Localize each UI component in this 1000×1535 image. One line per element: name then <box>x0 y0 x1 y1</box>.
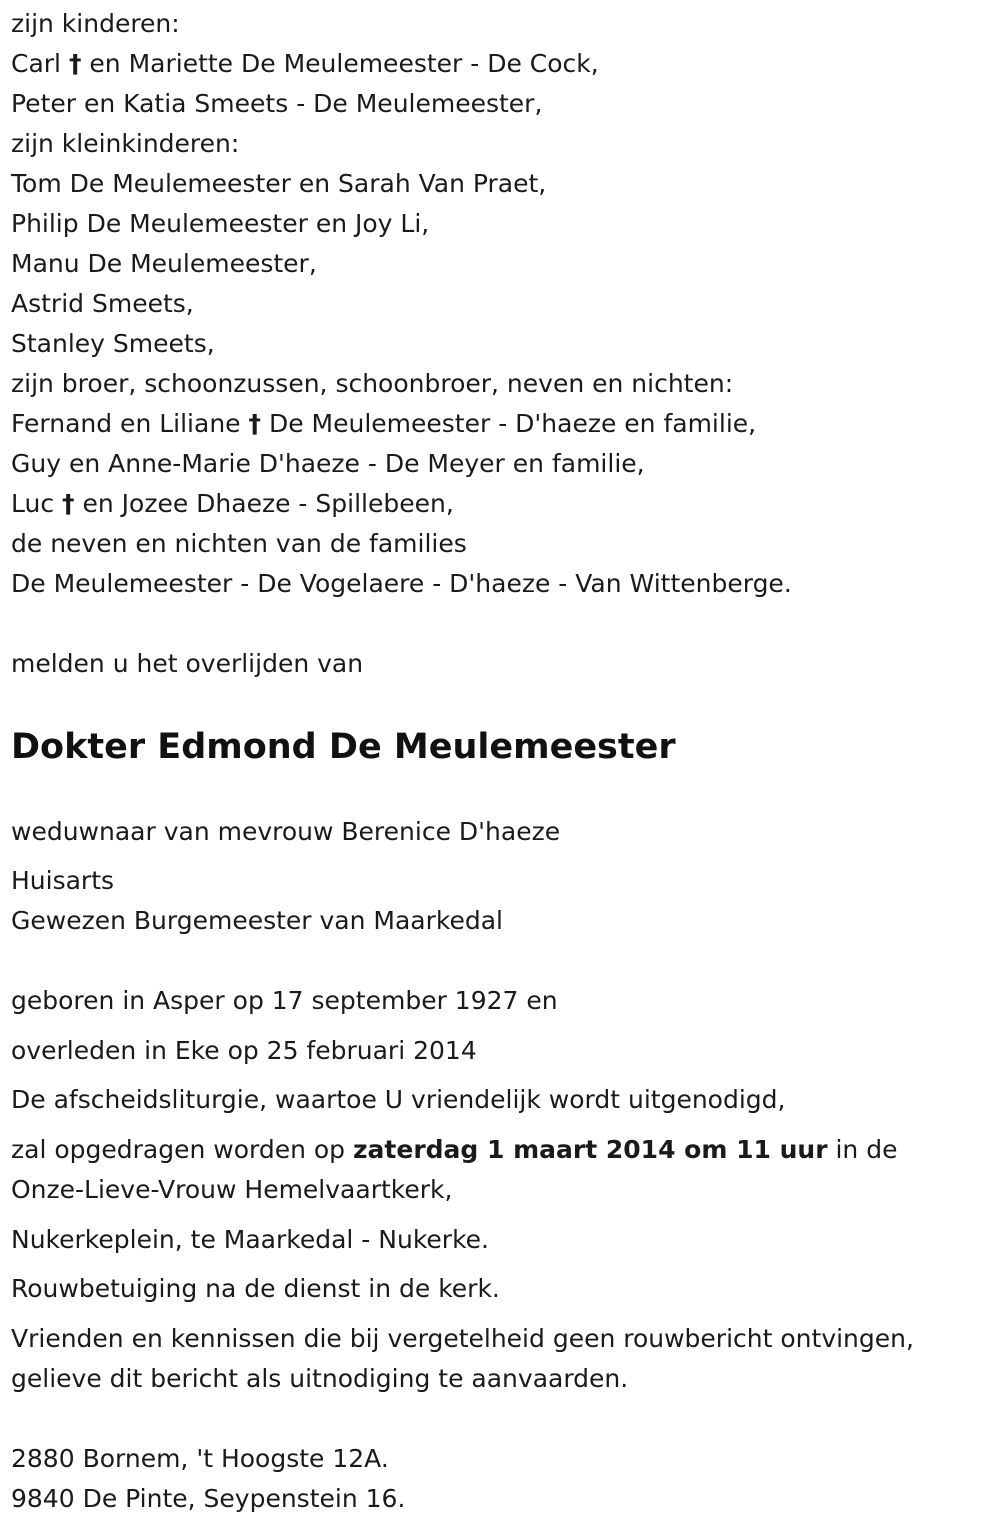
grandchild-line: Philip De Meulemeester en Joy Li, <box>11 209 430 238</box>
sibling-3-name: Luc <box>11 489 55 518</box>
child-1-name: Carl <box>11 49 61 78</box>
ceremony-pre: zal opgedragen worden op <box>11 1135 346 1164</box>
cross-icon: † <box>248 409 261 438</box>
address-line: 2880 Bornem, 't Hoogste 12A. <box>11 1444 389 1473</box>
place-block <box>11 1220 991 1260</box>
died-block <box>11 1031 991 1071</box>
deceased-name: Dokter Edmond De Meulemeester <box>11 727 676 767</box>
grandchild-line: Astrid Smeets, <box>11 289 194 318</box>
role-2: Gewezen Burgemeester van Maarkedal <box>11 906 504 935</box>
grandchildren-label: zijn kleinkinderen: <box>11 129 240 158</box>
died-text: overleden in Eke op 25 februari 2014 <box>11 1036 477 1065</box>
role-1: Huisarts <box>11 866 115 895</box>
ceremony-datetime: zaterdag 1 maart 2014 om 11 uur <box>353 1135 828 1164</box>
note-block <box>11 1319 991 1399</box>
condolence-block <box>11 1269 991 1309</box>
sibling-3-rest: en Jozee Dhaeze - Spillebeen, <box>82 489 454 518</box>
invite-text: De afscheidsliturgie, waartoe U vriendelijk wordt uitgenodigd, <box>11 1085 786 1114</box>
sibling-line-3 <box>11 484 991 524</box>
cross-icon: † <box>62 489 75 518</box>
sibling-line-1 <box>11 404 991 444</box>
child-line-1 <box>11 44 991 84</box>
grandchild-line: Manu De Meulemeester, <box>11 249 317 278</box>
roles-block <box>11 861 991 941</box>
condolence-text: Rouwbetuiging na de dienst in de kerk. <box>11 1274 500 1303</box>
addresses-block <box>11 1439 991 1519</box>
ceremony-line <box>11 1130 991 1170</box>
cross-icon: † <box>68 49 82 78</box>
announce-block <box>11 644 991 684</box>
siblings-label: zijn broer, schoonzussen, schoonbroer, neven en nichten: <box>11 369 734 398</box>
widower-text: weduwnaar van mevrouw Berenice D'haeze <box>11 817 561 846</box>
invite-block <box>11 1080 991 1120</box>
announce-text: melden u het overlijden van <box>11 649 364 678</box>
child-1-rest: en Mariette De Meulemeester - De Cock, <box>89 49 599 78</box>
note-line-1: Vrienden en kennissen die bij vergetelheid geen rouwbericht ontvingen, <box>11 1324 914 1353</box>
born-text: geboren in Asper op 17 september 1927 en <box>11 986 558 1015</box>
cousins-line-2: De Meulemeester - De Vogelaere - D'haeze - Van Wittenberge. <box>11 569 792 598</box>
child-line-2: Peter en Katia Smeets - De Meulemeester, <box>11 89 543 118</box>
grandchild-line: Tom De Meulemeester en Sarah Van Praet, <box>11 169 547 198</box>
born-block <box>11 981 991 1021</box>
widower-block <box>11 812 991 852</box>
family-section <box>11 4 991 604</box>
place-text: Nukerkeplein, te Maarkedal - Nukerke. <box>11 1225 489 1254</box>
cousins-line-1: de neven en nichten van de families <box>11 529 467 558</box>
ceremony-post: in de <box>835 1135 898 1164</box>
ceremony-block <box>11 1130 991 1210</box>
note-line-2: gelieve dit bericht als uitnodiging te aanvaarden. <box>11 1364 629 1393</box>
sibling-1-rest: De Meulemeester - D'haeze en familie, <box>268 409 757 438</box>
children-label: zijn kinderen: <box>11 9 180 38</box>
church-name: Onze-Lieve-Vrouw Hemelvaartkerk, <box>11 1175 453 1204</box>
sibling-line-2: Guy en Anne-Marie D'haeze - De Meyer en familie, <box>11 449 645 478</box>
address-line: 9840 De Pinte, Seypenstein 16. <box>11 1484 406 1513</box>
grandchild-line: Stanley Smeets, <box>11 329 215 358</box>
sibling-1-name: Fernand en Liliane <box>11 409 241 438</box>
